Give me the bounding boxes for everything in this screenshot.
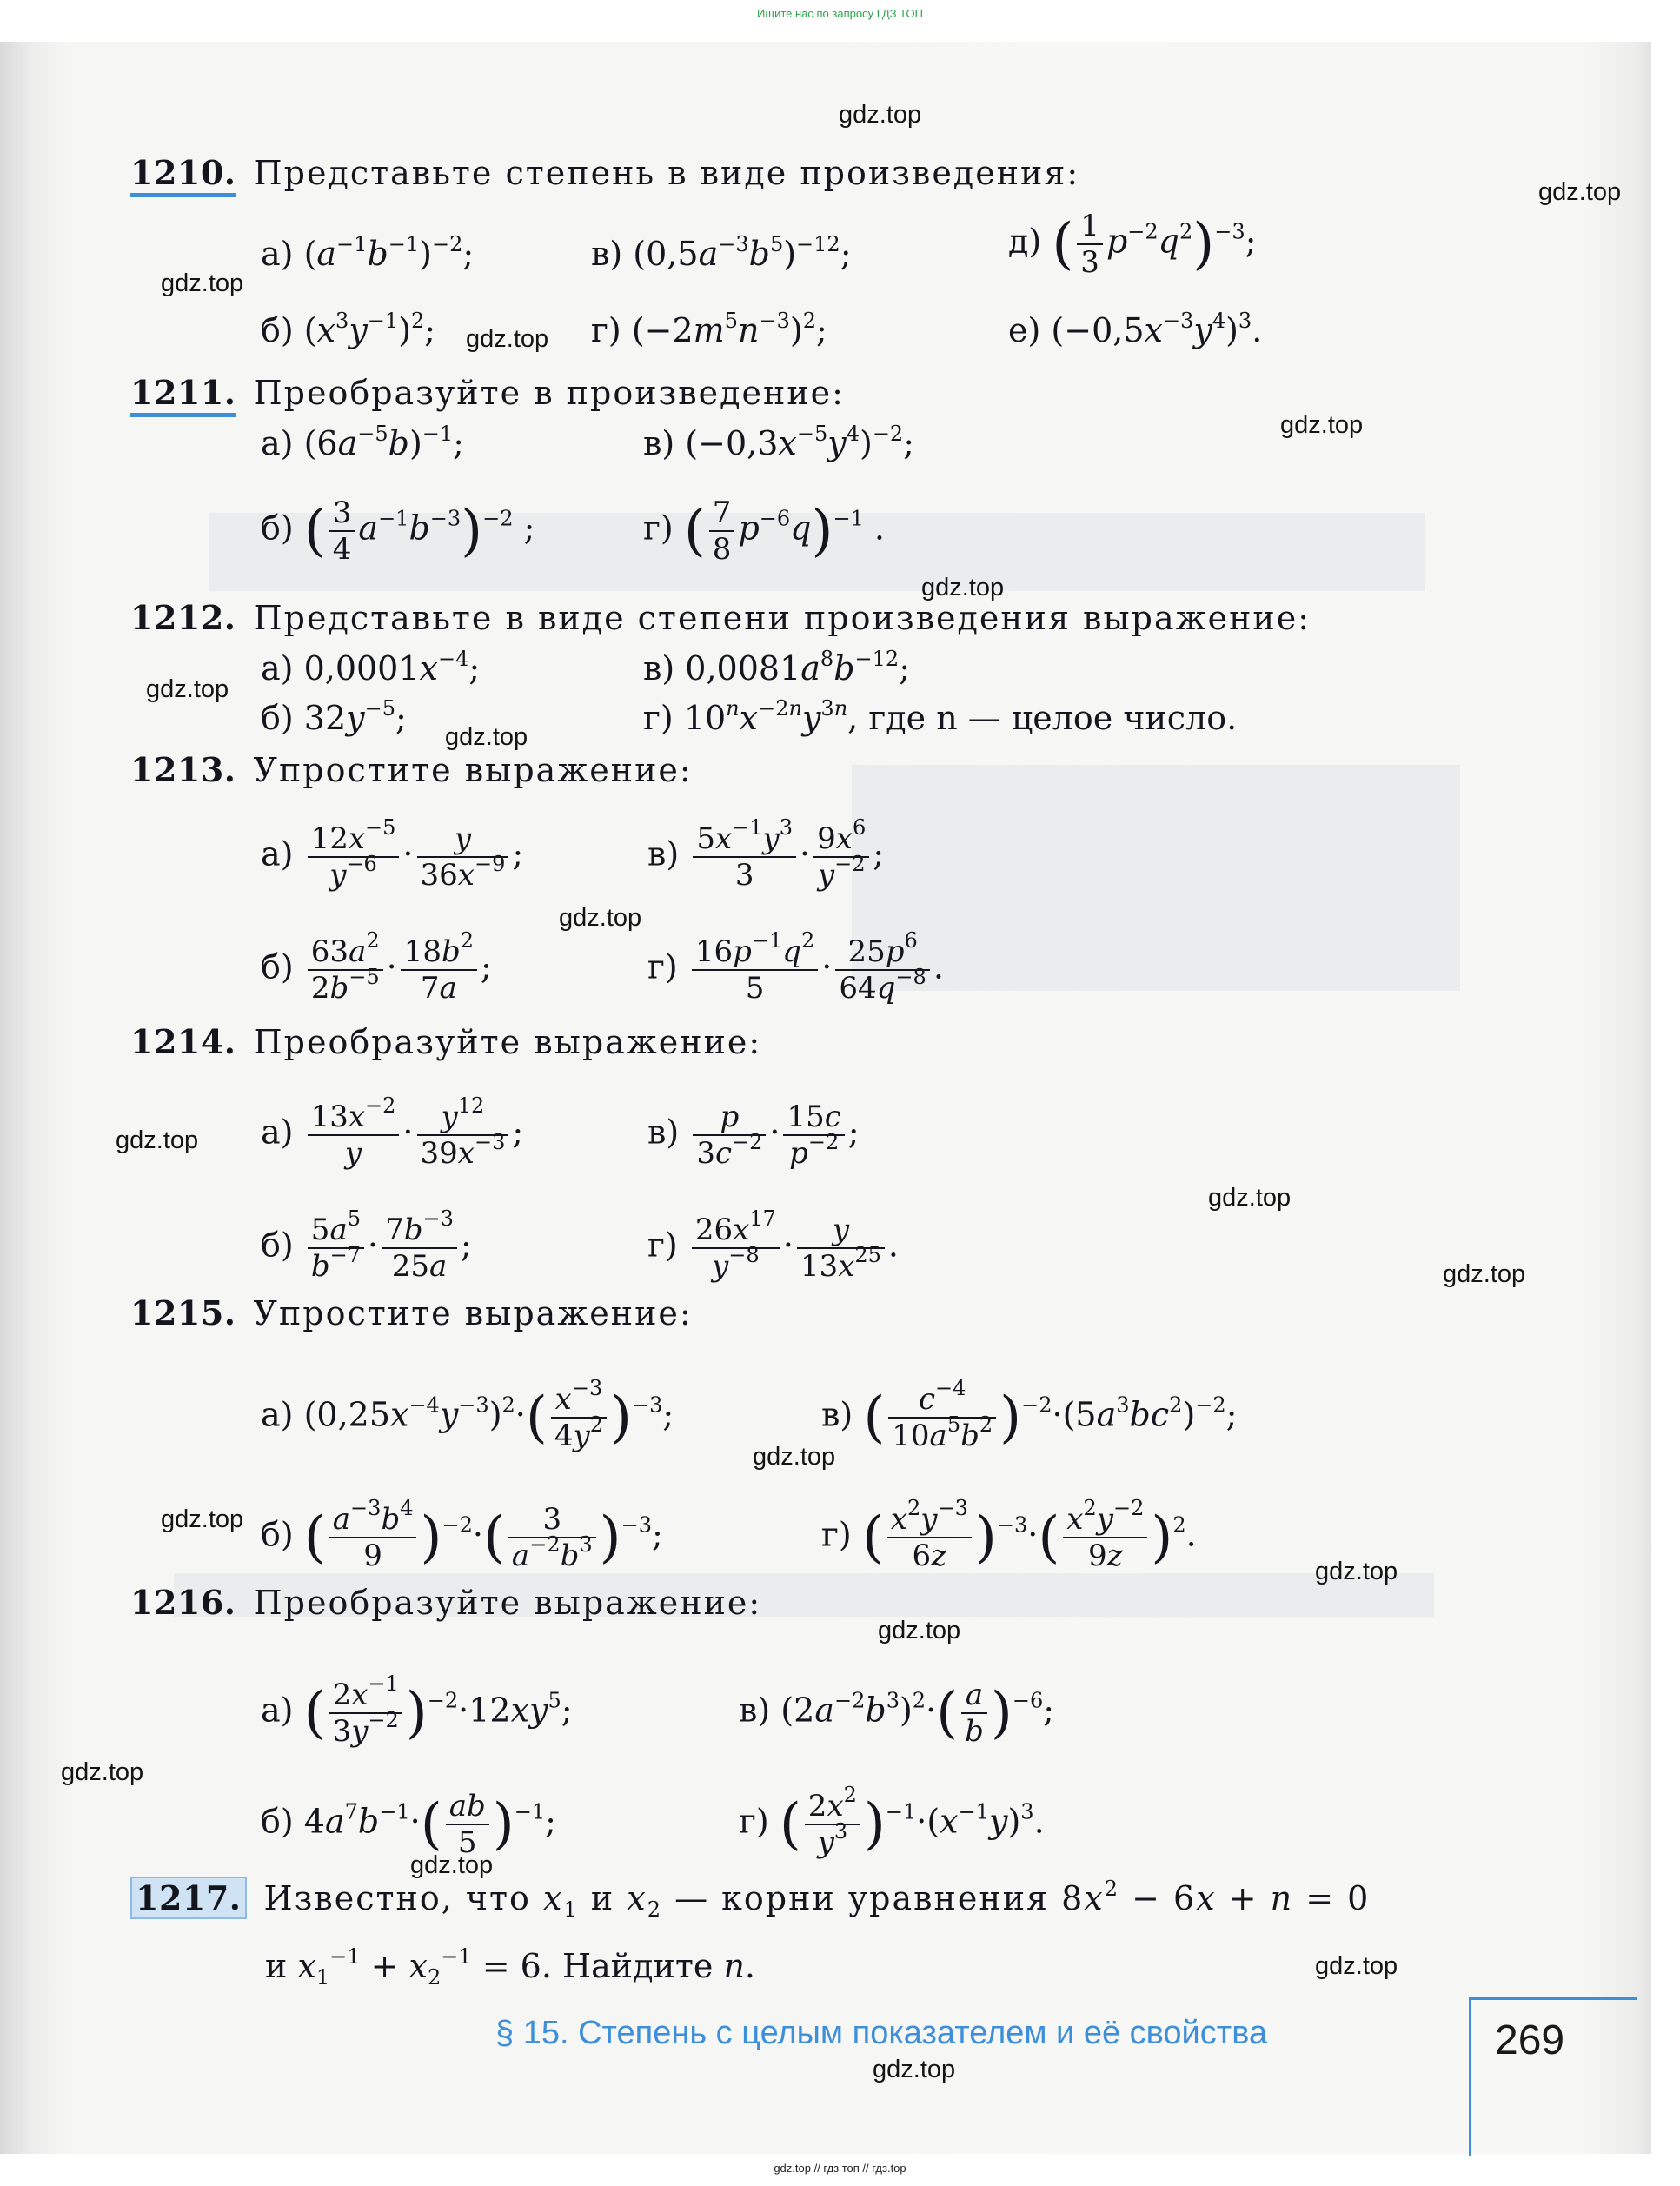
exercise-title: Преобразуйте в произведение: — [253, 374, 845, 412]
watermark: gdz.top — [161, 269, 244, 297]
watermark: gdz.top — [1280, 411, 1364, 439]
watermark: gdz.top — [873, 2056, 956, 2083]
exercise-1216-heading — [130, 1582, 761, 1624]
section-title: § 15. Степень с целым показателем и её свойства — [495, 2015, 1268, 2051]
expression-1214-b: б) $\frac{5a^5}{b^{-7}}$ · $\frac{7b^{-3}}{25a}$ ; — [261, 1206, 472, 1284]
exercise-text: Известно, что $x_1$ и $x_2$ — корни уравнения $8x^2 - 6x + n = 0$ — [263, 1877, 1371, 1922]
condition-text: , где n — целое число. — [847, 699, 1238, 737]
expression-1213-b: б) $\frac{63a^2}{2b^{-5}}$ · $\frac{18b^2}{7a}$ ; — [261, 928, 492, 1006]
expression-1216-a: а) ( $\frac{2x^{-1}}{3y^{-2}}$ )$^{-2}\cdot 12xy^5$; — [261, 1671, 573, 1749]
expression-1211-v: в) $(-0,3x^{-5}y^4)^{-2}$; — [643, 422, 915, 462]
expression-1215-g: г) ( $\frac{x^2y^{-3}}{6z}$ )$^{-3}$·( $\frac{x^2y^{-2}}{9z}$ )$^2$. — [821, 1496, 1197, 1573]
exercise-1215-heading — [130, 1292, 693, 1334]
watermark: gdz.top — [410, 1851, 494, 1879]
expression-1210-e: е) $(-0,5x^{-3}y^4)^3$. — [1008, 309, 1263, 349]
expression-1210-b: б) $(x^3y^{-1})^2$; — [261, 309, 436, 349]
exercise-title: Упростите выражение: — [253, 751, 693, 789]
expression-1213-a: а) $\frac{12x^{-5}}{y^{-6}}$ · $\frac{y}{36x^{-9}}$ ; — [261, 815, 524, 893]
watermark: gdz.top — [559, 904, 642, 932]
expression-1210-d: д) ( $\frac{1}{3}$ $p^{-2}q^2)^{-3}$; — [1008, 209, 1257, 280]
watermark: gdz.top — [753, 1443, 836, 1471]
page-number: 269 — [1495, 2017, 1565, 2063]
expression-1215-a: а) $(0,25x^{-4}y^{-3})^2\cdot$( $\frac{x^{-3}}{4y^2}$ )$^{-3}$; — [261, 1376, 674, 1453]
exercise-title: Преобразуйте выражение: — [253, 1584, 762, 1622]
expression-1213-g: г) $\frac{16p^{-1}q^2}{5}$ · $\frac{25p^6}{64q^{-8}}$ . — [647, 928, 944, 1006]
watermark: gdz.top — [146, 675, 229, 703]
exercise-number: 1211. — [130, 373, 236, 417]
expression-1211-g: г) ( $\frac{7}{8}$ $p^{-6}q)^{-1}$ . — [643, 495, 886, 567]
exercise-number: 1210. — [130, 153, 236, 197]
watermark: gdz.top — [161, 1505, 244, 1533]
watermark: gdz.top — [1315, 1952, 1398, 1980]
exercise-1217-line-2: и $x_1^{-1} + x_2^{-1} = 6$. Найдите n. — [265, 1944, 756, 1990]
exercise-title: Упростите выражение: — [253, 1294, 693, 1332]
expression-1214-v: в) $\frac{p}{3c^{-2}}$ · $\frac{15c}{p^{-2}}$ ; — [647, 1100, 860, 1171]
expression-1216-g: г) ( $\frac{2x^2}{y^3}$ )$^{-1}\cdot(x^{-1}y)^3$. — [739, 1783, 1045, 1860]
watermark: gdz.top — [466, 325, 549, 353]
exercise-number: 1215. — [130, 1293, 236, 1332]
expression-1216-b: б) $4a^7b^{-1}\cdot$( $\frac{ab}{5}$ )$^{-1}$; — [261, 1789, 556, 1860]
watermark: gdz.top — [61, 1758, 144, 1786]
exercise-title: Представьте степень в виде произведения: — [253, 154, 1080, 192]
watermark: gdz.top — [921, 574, 1005, 601]
exercise-number: 1213. — [130, 750, 236, 789]
watermark: gdz.top — [878, 1617, 961, 1644]
exercise-number: 1216. — [130, 1583, 236, 1622]
expression-1215-v: в) ( $\frac{c^{-4}}{10a^5b^2}$ )$^{-2}\cdot(5a^3bc^2)^{-2}$; — [821, 1376, 1238, 1453]
exercise-1212-heading — [130, 597, 1311, 639]
exercise-1213-heading — [130, 749, 693, 791]
expression-1216-v: в) $(2a^{-2}b^3)^2\cdot$( $\frac{a}{b}$ )$^{-6}$; — [739, 1678, 1055, 1749]
expression-1210-g: г) $(-2m^5n^{-3})^2$; — [591, 309, 827, 349]
expression-1212-a: а) $0,0001x^{-4}$; — [261, 647, 481, 688]
expression-1210-v: в) $(0,5a^{-3}b^5)^{-12}$; — [591, 232, 852, 273]
expression-1212-v: в) $0,0081a^8b^{-12}$; — [643, 647, 910, 688]
exercise-title: Представьте в виде степени произведения выражение: — [253, 599, 1311, 637]
exercise-1214-heading — [130, 1021, 761, 1063]
header-note: Ищите нас по запросу ГДЗ ТОП — [757, 7, 923, 20]
watermark: gdz.top — [1315, 1558, 1398, 1585]
watermark: gdz.top — [839, 101, 922, 129]
expression-1215-b: б) ( $\frac{a^{-3}b^4}{9}$ )$^{-2}$·( $\frac{3}{a^{-2}b^3}$ )$^{-3}$; — [261, 1496, 663, 1573]
watermark: gdz.top — [1538, 178, 1622, 206]
watermark: gdz.top — [1208, 1184, 1292, 1212]
expression-1213-v: в) $\frac{5x^{-1}y^3}{3}$ · $\frac{9x^6}{y^{-2}}$ ; — [647, 815, 885, 893]
expression-1211-b: б) ( $\frac{3}{4}$ $a^{-1}b^{-3})^{-2}$ ; — [261, 495, 535, 567]
exercise-number: 1214. — [130, 1022, 236, 1061]
expression-1214-a: а) $\frac{13x^{-2}}{y}$ · $\frac{y^{12}}{39x^{-3}}$ ; — [261, 1093, 524, 1171]
expression-1210-a: а) $(a^{-1}b^{-1})^{-2}$; — [261, 232, 475, 273]
expression-1211-a: а) $(6a^{-5}b)^{-1}$; — [261, 422, 464, 462]
watermark: gdz.top — [116, 1126, 199, 1154]
expression-1214-g: г) $\frac{26x^{17}}{y^{-8}}$ · $\frac{y}{13x^{25}}$ . — [647, 1206, 900, 1284]
exercise-1211-heading — [130, 372, 845, 414]
watermark: gdz.top — [1443, 1260, 1526, 1288]
exercise-number: 1217. — [130, 1877, 247, 1919]
watermark: gdz.top — [445, 723, 528, 751]
exercise-title: Преобразуйте выражение: — [253, 1023, 762, 1061]
expression-1212-g: г) $10^nx^{-2n}y^{3n}$, где n — целое число. — [643, 696, 1238, 737]
exercise-1210-heading — [130, 152, 1079, 194]
footer-note: gdz.top // гдз топ // гдз.top — [774, 2162, 906, 2175]
exercise-1217-line-1 — [130, 1877, 1371, 1922]
exercise-number: 1212. — [130, 598, 236, 637]
expression-1212-b: б) $32y^{-5}$; — [261, 696, 407, 737]
